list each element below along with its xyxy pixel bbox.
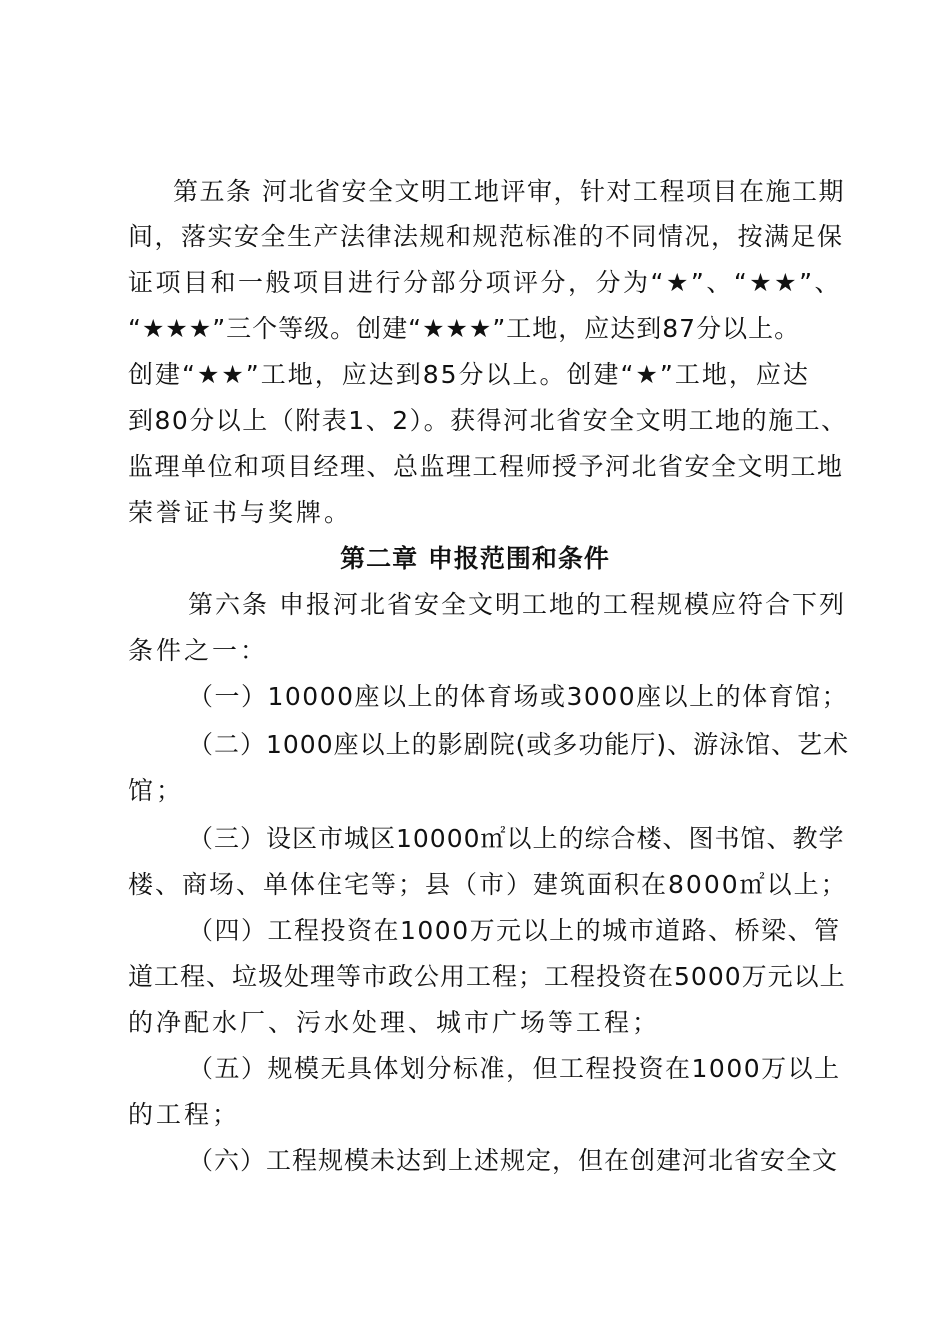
article6-item-4-line-1: （四）工程投资在1000万元以上的城市道路、桥梁、管: [188, 916, 841, 945]
article6-item-6-line-1: （六）工程规模未达到上述规定，但在创建河北省安全文: [188, 1146, 839, 1175]
chapter-title: 第二章 申报范围和条件: [340, 544, 610, 573]
article6-item-3-line-1: （三）设区市城区10000㎡以上的综合楼、图书馆、教学: [188, 824, 845, 853]
article5-line-5: 创建“★★”工地，应达到85分以上。创建“★”工地，应达: [128, 360, 810, 389]
article6-item-2-line-2: 馆；: [128, 776, 185, 805]
article6-line-2: 条件之一：: [128, 636, 269, 665]
article6-line-1: 第六条 申报河北省安全文明工地的工程规模应符合下列: [188, 590, 846, 619]
article5-line-1: 第五条 河北省安全文明工地评审，针对工程项目在施工期: [173, 177, 845, 206]
article6-item-4-line-2: 道工程、垃圾处理等市政公用工程；工程投资在5000万元以上: [128, 962, 846, 991]
article6-item-2-line-1: （二）1000座以上的影剧院(或多功能厅)、游泳馆、艺术: [188, 730, 850, 759]
article5-line-8: 荣誉证书与奖牌。: [128, 498, 353, 527]
article6-item-5-line-2: 的工程；: [128, 1100, 241, 1129]
article5-line-4: “★★★”三个等级。创建“★★★”工地，应达到87分以上。: [128, 314, 801, 343]
article5-line-6: 到80分以上（附表1、2）。获得河北省安全文明工地的施工、: [128, 406, 848, 435]
article5-line-7: 监理单位和项目经理、总监理工程师授予河北省安全文明工地: [128, 452, 844, 481]
article6-item-3-line-2: 楼、商场、单体住宅等；县（市）建筑面积在8000㎡以上；: [128, 870, 848, 899]
article5-line-2: 间，落实安全生产法律法规和规范标准的不同情况，按满足保: [128, 222, 844, 251]
article5-line-3: 证项目和一般项目进行分部分项评分，分为“★”、“★★”、: [128, 268, 843, 297]
article6-item-5-line-1: （五）规模无具体划分标准，但工程投资在1000万以上: [188, 1054, 841, 1083]
article6-item-1: （一）10000座以上的体育场或3000座以上的体育馆；: [188, 682, 849, 711]
article6-item-4-line-3: 的净配水厂、污水处理、城市广场等工程；: [128, 1008, 661, 1037]
